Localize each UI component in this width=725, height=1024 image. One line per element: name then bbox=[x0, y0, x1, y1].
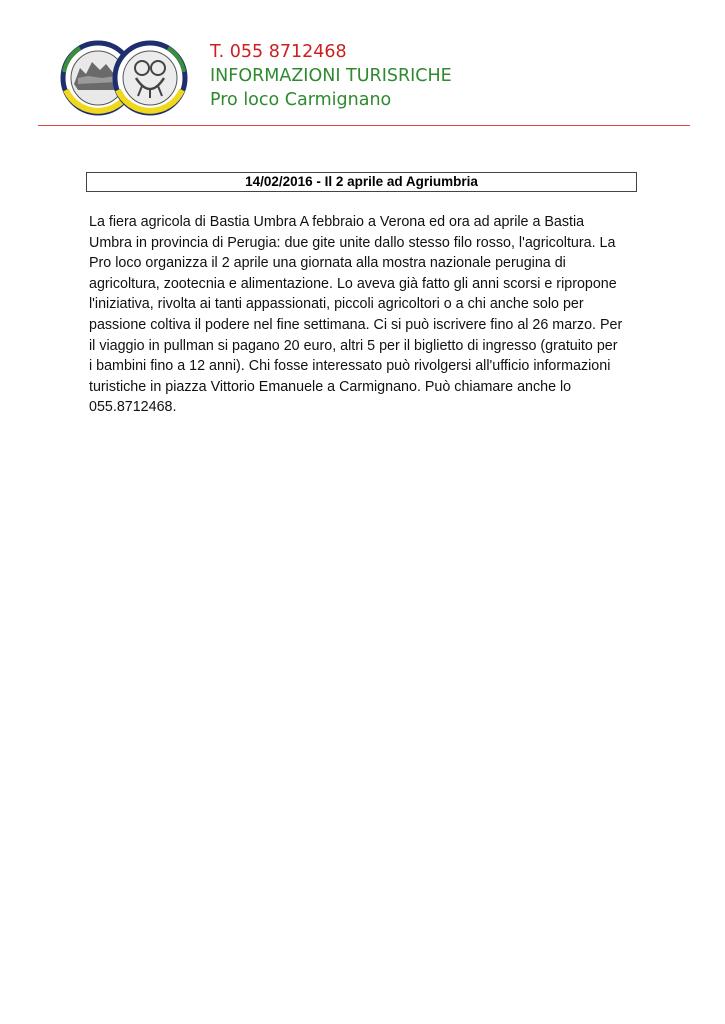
article-line: il viaggio in pullman si pagano 20 euro, altri 5 per il biglietto di ingresso (gratuito per bbox=[89, 337, 618, 354]
article-line: agricoltura, zootecnia e alimentazione. Lo aveva già fatto gli anni scorsi e ripropone bbox=[89, 275, 617, 292]
article-line: i bambini fino a 12 anni). Chi fosse interessato può rivolgersi all'ufficio informazioni bbox=[89, 358, 611, 375]
pro-loco-logo-graphic bbox=[58, 38, 190, 118]
article-line: Pro loco organizza il 2 aprile una giornata alla mostra nazionale perugina di bbox=[89, 255, 566, 272]
article-line: Umbra in provincia di Perugia: due gite unite dallo stesso filo rosso, l'agricoltura. La bbox=[89, 234, 616, 251]
header-info-title: INFORMAZIONI TURISRICHE bbox=[210, 66, 452, 86]
header-phone: T. 055 8712468 bbox=[210, 42, 347, 62]
article-line: passione coltiva il podere nel fine settimana. Ci si può iscrivere fino al 26 marzo. Per bbox=[89, 316, 623, 333]
article-title: 14/02/2016 - Il 2 aprile ad Agriumbria bbox=[86, 172, 637, 192]
article-line: 055.8712468. bbox=[89, 399, 177, 416]
header-org-name: Pro loco Carmignano bbox=[210, 90, 392, 110]
header-divider bbox=[38, 125, 690, 126]
article-body bbox=[89, 212, 644, 418]
header-contact bbox=[210, 40, 452, 112]
article-line: l'iniziativa, rivolta ai tanti appassionati, piccoli agricoltori o a chi anche solo per bbox=[89, 296, 584, 313]
pro-loco-logo bbox=[58, 38, 190, 118]
article-line: turistiche in piazza Vittorio Emanuele a Carmignano. Può chiamare anche lo bbox=[89, 378, 572, 395]
article-line: La fiera agricola di Bastia Umbra A febbraio a Verona ed ora ad aprile a Bastia bbox=[89, 214, 585, 230]
